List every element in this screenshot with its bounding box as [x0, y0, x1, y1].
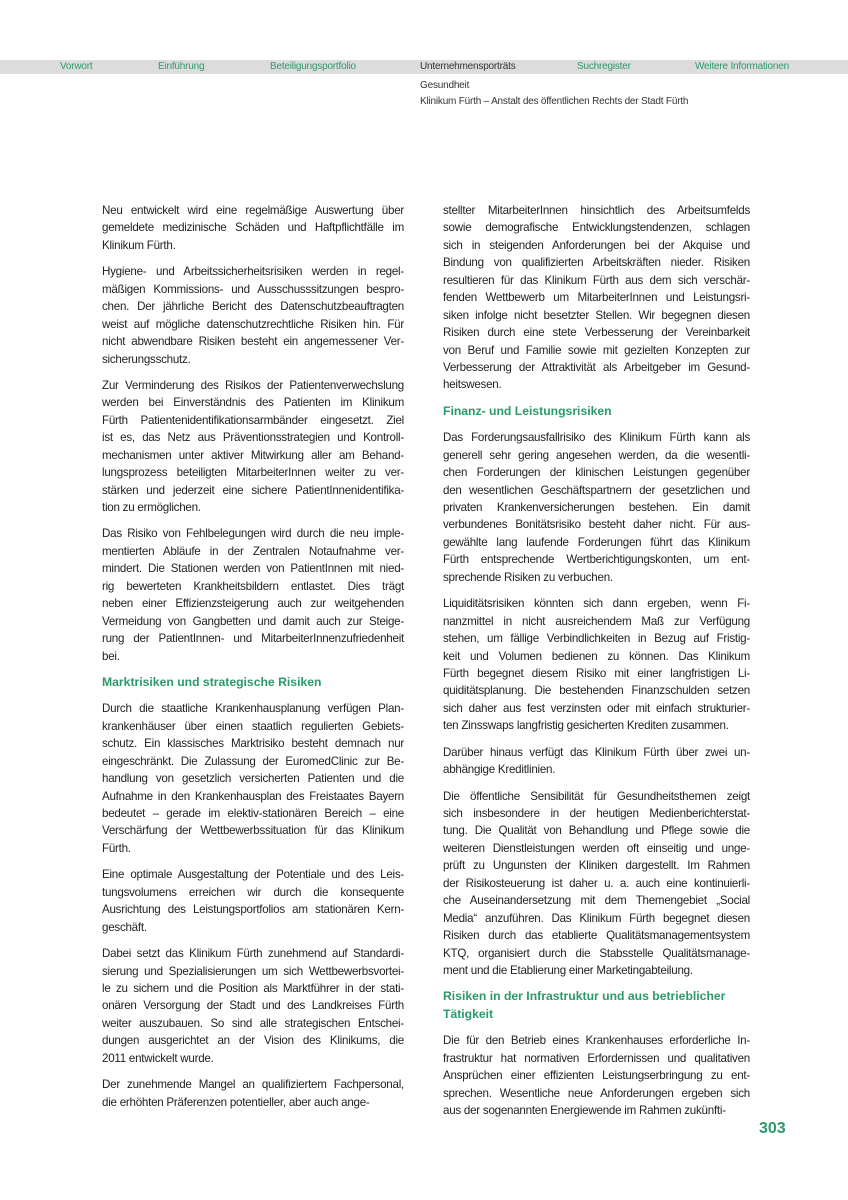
paragraph — [443, 788, 750, 980]
text-line: heitswesen. — [443, 378, 502, 392]
text-line: Risiken in der Infrastruktur und aus betrieblicher — [443, 989, 726, 1004]
text-line: generell sehr gering angesehen werden, da die wesentli- — [443, 448, 750, 462]
text-line: mindert. Die Stationen werden von PatientInnen mit nied- — [102, 562, 404, 576]
text-line: le zu sichern und die Position als Marktführer in der stati- — [102, 981, 404, 995]
text-line: den wesentlichen Geschäftspartnern der gesetzlichen und — [443, 483, 750, 497]
text-line: sicherungsschutz. — [102, 352, 191, 366]
text-line: chen Forderungen der klinischen Leistungen gegenüber — [443, 466, 750, 480]
text-line: Darüber hinaus verfügt das Klinikum Fürth über zwei un- — [443, 745, 750, 759]
text-line: stärken und jederzeit eine sichere PatientInnenidentifika- — [102, 483, 404, 497]
text-line: sich in steigenden Anforderungen bei der Akquise und — [443, 238, 750, 252]
text-line: Media“ anzuführen. Das Klinikum Fürth begegnet diesen — [443, 911, 750, 925]
text-line: gemeldete medizinische Schäden und Haftpflichtfälle im — [102, 221, 404, 235]
section-heading — [443, 403, 750, 420]
text-line: tungsvolumens erreichen wir durch die konsequente — [102, 885, 404, 899]
right-text-column — [443, 202, 750, 1128]
text-line: geschäft. — [102, 920, 147, 934]
text-line: sich insbesondere in der heutigen Medienberichterstat- — [443, 807, 750, 820]
text-line: werden bei Einverständnis des Patienten im Klinikum — [102, 396, 404, 410]
nav-unternehmensportraets[interactable]: Unternehmensporträts — [420, 61, 516, 72]
nav-einfuehrung[interactable]: Einführung — [158, 61, 205, 72]
text-line: tion zu ermöglichen. — [102, 501, 201, 514]
text-line: privaten Krankenversicherungen bestehen. Ein damit — [443, 501, 750, 514]
text-line: Tätigkeit — [443, 1006, 494, 1021]
text-line: Liquiditätsrisiken könnten sich dann ergeben, wenn Fi- — [443, 597, 750, 611]
paragraph — [102, 1076, 404, 1111]
text-line: Die öffentliche Sensibilität für Gesundheitsthemen zeigt — [443, 789, 750, 803]
text-line: Das Risiko von Fehlbelegungen wird durch die neu imple- — [102, 527, 404, 541]
text-line: gewählte lang laufende Forderungen führt das Klinikum — [443, 535, 750, 549]
text-line: aus der sogenannten Energiewende im Rahmen zukünfti- — [443, 1104, 726, 1117]
text-line: verbundenes Bonitätsrisiko besteht daher nicht. Für aus- — [443, 518, 750, 532]
text-line: rung der PatientInnen- und MitarbeiterInnenzufriedenheit — [102, 632, 404, 646]
paragraph — [443, 595, 750, 735]
paragraph — [102, 202, 404, 254]
paragraph — [443, 202, 750, 394]
text-line: Marktrisiken und strategische Risiken — [102, 674, 322, 689]
left-text-column — [102, 202, 404, 1120]
paragraph — [102, 945, 404, 1067]
text-line: che Auseinandersetzung mit dem Themengebiet „Social — [443, 894, 750, 908]
text-line: Ansprüchen einer effizienten Leistungserbringung zu ent- — [443, 1069, 750, 1083]
text-line: weiter auszubauen. So sind alle strategischen Entschei- — [102, 1016, 404, 1030]
text-line: rig bewerteten Krankheitsbildern entlastet. Dies trägt — [102, 579, 404, 593]
text-line: handlung von gesetzlich versicherten Patienten und die — [102, 772, 404, 786]
text-line: stehen, um fällige Verbindlichkeiten in Bezug auf Fristig- — [443, 632, 750, 646]
text-line: nicht abwendbare Risiken besteht ein angemessener Ver- — [102, 335, 404, 349]
text-line: Fürth. — [102, 841, 131, 855]
text-line: Zur Verminderung des Risikos der Patientenverwechslung — [102, 378, 404, 392]
nav-vorwort[interactable]: Vorwort — [60, 61, 93, 72]
paragraph — [443, 429, 750, 586]
text-line: eingeschränkt. Die Zulassung der EuromedClinic zur Be- — [102, 754, 404, 768]
text-line: weiteren Dienstleistungen werden oft einseitig und unge- — [443, 841, 750, 855]
text-line: frastruktur hat normativen Erfordernissen und qualitativen — [443, 1051, 750, 1065]
section-heading — [443, 988, 750, 1023]
text-line: ten Zinsswaps langfristig gesicherten Krediten zusammen. — [443, 719, 729, 733]
text-line: Verbesserung der Attraktivität als Arbeitgeber im Gesund- — [443, 360, 750, 374]
paragraph — [102, 525, 404, 665]
text-line: sowie demografische Entwicklungstendenzen, schlagen — [443, 221, 750, 235]
text-line: Risiken durch eine stete Verbesserung der Vereinbarkeit — [443, 326, 750, 340]
text-line: 2011 entwickelt wurde. — [102, 1051, 214, 1065]
text-line: KTQ, organisiert durch die Stabsstelle Qualitätsmanage- — [443, 946, 750, 960]
text-line: nanzmittel in nicht ausreichendem Maß zur Verfügung — [443, 614, 750, 628]
text-line: chen. Der jährliche Bericht des Datenschutzbeauftragten — [102, 300, 404, 314]
text-line: Fürth entsprechende Wertberichtigungskonten, um ent- — [443, 553, 750, 567]
breadcrumb-entity: Klinikum Fürth – Anstalt des öffentlichen Rechts der Stadt Fürth — [420, 96, 689, 107]
text-line: die erhöhten Präferenzen potentieller, aber auch ange- — [102, 1095, 370, 1109]
text-line: mechanismen unter aktiver Mitwirkung aller am Behand- — [102, 448, 404, 462]
text-line: Fürth Patientenidentifikationsarmbänder eingesetzt. Ziel — [102, 413, 404, 427]
section-heading — [102, 674, 404, 691]
text-line: Klinikum Fürth. — [102, 238, 176, 252]
page-number: 303 — [759, 1120, 786, 1137]
text-line: Die für den Betrieb eines Krankenhauses erforderliche In- — [443, 1034, 750, 1048]
text-line: dungen ausgerichtet an der Vision des Klinikums, die — [102, 1034, 404, 1048]
nav-weitere-informationen[interactable]: Weitere Informationen — [695, 61, 789, 72]
text-line: Aufnahme in den Krankenhausplan des Freistaates Bayern — [102, 789, 404, 803]
paragraph — [102, 377, 404, 517]
text-line: Risiken durch das etablierte Qualitätsmanagementsystem — [443, 929, 750, 943]
text-line: Bindung von qualifizierten Arbeitskräften nieder. Risiken — [443, 256, 750, 270]
text-line: sich daher aus fest verzinsten oder mit einfach strukturier- — [443, 701, 750, 715]
text-line: neben einer Effizienzsteigerung auch zur weitgehenden — [102, 597, 404, 611]
nav-suchregister[interactable]: Suchregister — [577, 61, 631, 72]
text-line: tung. Die Qualität von Behandlung und Pflege sowie die — [443, 824, 750, 838]
breadcrumb-category: Gesundheit — [420, 80, 470, 91]
text-line: ment und die Etablierung einer Marketingabteilung. — [443, 963, 693, 977]
text-line: sprechen. Wesentliche neue Anforderungen ergeben sich — [443, 1086, 750, 1100]
paragraph — [443, 744, 750, 779]
text-line: lungsprozess beteiligten MitarbeiterInnen weiter zu ver- — [102, 466, 404, 480]
text-line: der Risikosteuerung ist daher u. a. auch eine kontinuierli- — [443, 876, 750, 890]
text-line: Hygiene- und Arbeitssicherheitsrisiken werden in regel- — [102, 265, 404, 279]
text-line: von Beruf und Familie sowie mit gezielten Konzepten zur — [443, 343, 750, 357]
text-line: Eine optimale Ausgestaltung der Potentiale und des Leis- — [102, 868, 404, 882]
text-line: schutz. Ein klassisches Marktrisiko besteht demnach nur — [102, 737, 404, 751]
text-line: Das Forderungsausfallrisiko des Klinikum Fürth kann als — [443, 431, 750, 445]
text-line: bei. — [102, 649, 120, 663]
paragraph — [102, 866, 404, 936]
text-line: prüft zu Ungunsten der Kliniken dargestellt. Im Rahmen — [443, 859, 750, 873]
text-line: Der zunehmende Mangel an qualifiziertem Fachpersonal, — [102, 1078, 404, 1092]
text-line: stellter MitarbeiterInnen hinsichtlich des Arbeitsumfelds — [443, 204, 750, 217]
paragraph — [102, 263, 404, 368]
paragraph — [443, 1032, 750, 1119]
text-line: resultieren für das Klinikum Fürth aus dem sich verschär- — [443, 273, 750, 287]
paragraph — [102, 700, 404, 857]
text-line: Neu entwickelt wird eine regelmäßige Auswertung über — [102, 204, 404, 217]
text-line: sierung und Spezialisierungen um sich Wettbewerbsvortei- — [102, 964, 404, 978]
text-line: weist auf mögliche datenschutzrechtliche Risiken hin. Für — [102, 317, 404, 331]
nav-beteiligungsportfolio[interactable]: Beteiligungsportfolio — [270, 61, 356, 72]
text-line: Vermeidung von Gangbetten und damit auch zur Steige- — [102, 614, 404, 628]
text-line: Durch die staatliche Krankenhausplanung verfügen Plan- — [102, 702, 404, 716]
text-line: fenden Wettbewerb um MitarbeiterInnen und Leistungsri- — [443, 291, 750, 305]
text-line: abhängige Kreditlinien. — [443, 763, 556, 777]
text-line: quiditätsplanung. Die bestehenden Finanzschulden setzen — [443, 684, 750, 698]
text-line: Verschärfung der Wettbewerbssituation für das Klinikum — [102, 824, 404, 838]
text-line: siken infolge nicht besetzter Stellen. Wir begegnen diesen — [443, 308, 750, 322]
text-line: ist es, das Netz aus Präventionsstrategien und Kontroll- — [102, 431, 404, 445]
text-line: mäßigen Kommissions- und Ausschusssitzungen bespro- — [102, 282, 404, 296]
text-line: Finanz- und Leistungsrisiken — [443, 403, 612, 418]
text-line: keit und Volumen bedienen zu können. Das Klinikum — [443, 649, 750, 663]
text-line: Dabei setzt das Klinikum Fürth zunehmend auf Standardi- — [102, 947, 404, 961]
text-line: sprechende Risiken zu verbuchen. — [443, 570, 613, 584]
text-line: bedeutet – gerade im elektiv-stationären Bereich – eine — [102, 807, 404, 820]
text-line: mentierten Abläufe in der Zentralen Notaufnahme ver- — [102, 544, 404, 558]
text-line: krankenhäuser über einen staatlich regulierten Gebiets- — [102, 719, 404, 733]
text-line: Fürth begegnet diesem Risiko mit einer langfristigen Li- — [443, 666, 750, 680]
text-line: onären Versorgung der Stadt und des Landkreises Fürth — [102, 999, 404, 1013]
text-line: Ausrichtung des Leistungsportfolios am stationären Kern- — [102, 903, 404, 917]
